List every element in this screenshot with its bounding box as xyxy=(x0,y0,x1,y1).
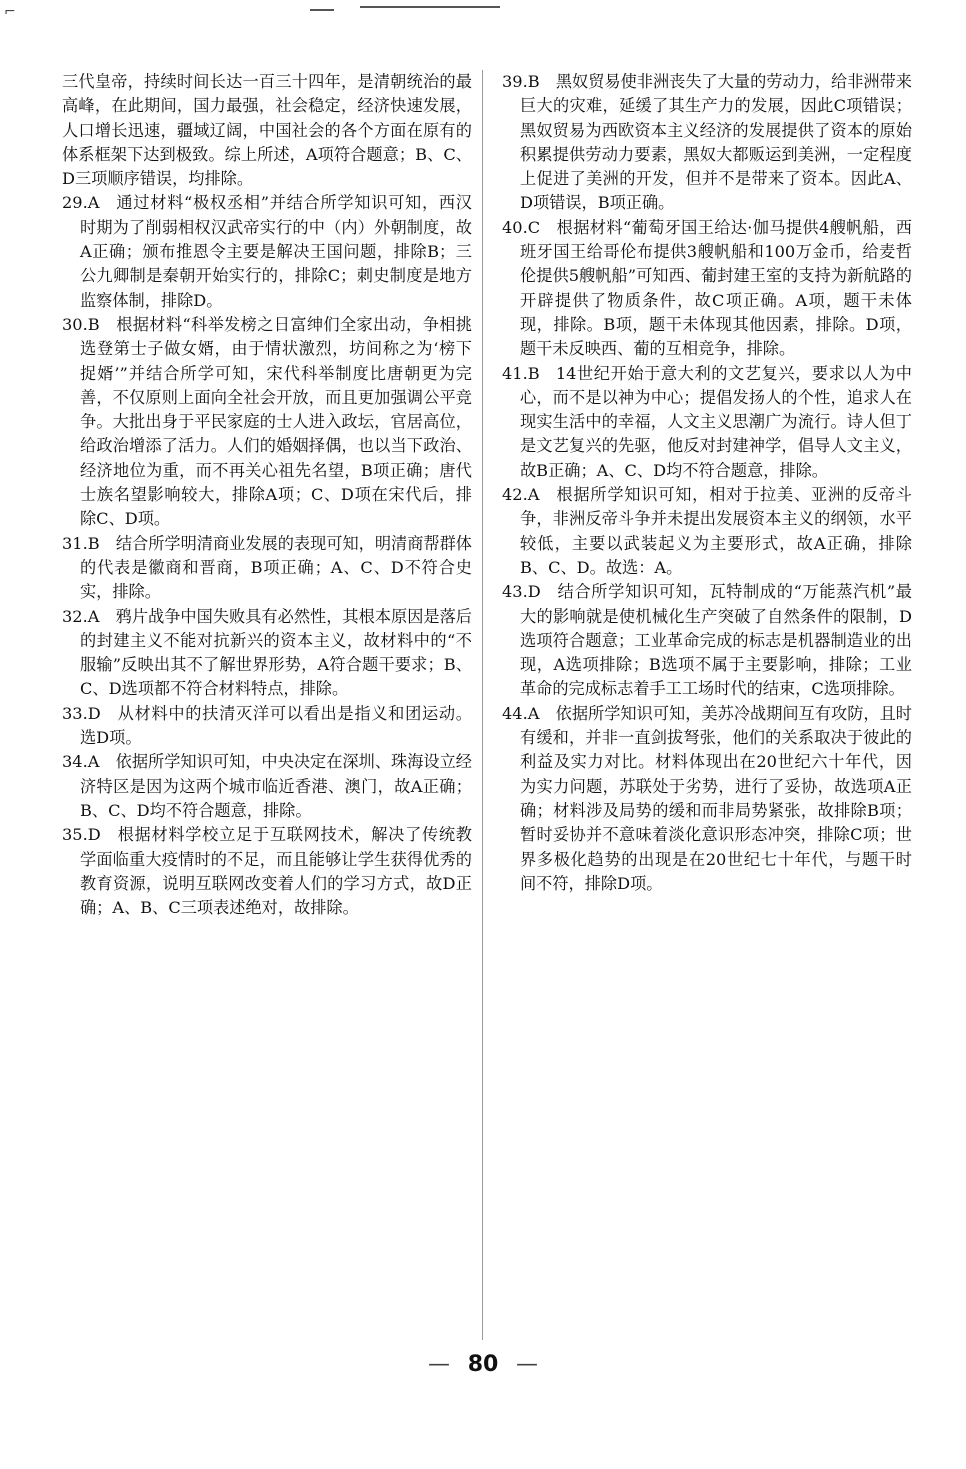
answer-entry xyxy=(62,605,472,702)
answer-text: 依据所学知识可知，中央决定在深圳、珠海设立经济特区是因为这两个城市临近香港、澳门，故A正确；B、C、D均不符合题意，排除。 xyxy=(80,752,472,820)
answer-number: 35.D xyxy=(62,825,101,845)
answer-text: 14世纪开始于意大利的文艺复兴，要求以人为中心，而不是以神为中心；提倡发扬人的个性，追求人在现实生活中的幸福，人文主义思潮广为流行。诗人但丁是文艺复兴的先驱，他反对封建神学，倡导人文主义，故B正确；A、C、D均不符合题意，排除。 xyxy=(520,363,912,480)
answer-text: 通过材料“极权丞相”并结合所学知识可知，西汉时期为了削弱相权汉武帝实行的中（内）外朝制度，故A正确；颁布推恩令主要是解决王国问题，排除B；三公九卿制是秦朝开始实行的，排除C；刺史制度是地方监察体制，排除D。 xyxy=(80,193,472,310)
answer-entry xyxy=(62,70,472,191)
answer-text: 根据材料“科举发榜之日富绅们全家出动，争相挑选登第士子做女婿，由于情状激烈，坊间称之为‘榜下捉婿’”并结合所学可知，宋代科举制度比唐朝更为完善，不仅原则上面向全社会开放，而且更加强调公平竞争。大批出身于平民家庭的士人进入政坛，官居高位，给政治增添了活力。人们的婚姻择偶，也以当下政治、经济地位为重，而不再关心祖先名望，B项正确；唐代士族名望影响较大，排除A项；C、D项在宋代后，排除C、D项。 xyxy=(80,314,472,529)
answer-text: 根据材料“葡萄牙国王给达·伽马提供4艘帆船，西班牙国王给哥伦布提供3艘帆船和100万金币，给麦哲伦提供5艘帆船”可知西、葡封建王室的支持为新航路的开辟提供了物质条件，故C项正确。A项，题干未体现，排除。B项，题干未体现其他因素，排除。D项，题干未反映西、葡的互相竞争，排除。 xyxy=(520,217,912,359)
answer-number: 33.D xyxy=(62,703,101,723)
answer-text: 三代皇帝，持续时间长达一百三十四年，是清朝统治的最高峰，在此期间，国力最强，社会稳定，经济快速发展，人口增长迅速，疆域辽阔，中国社会的各个方面在原有的体系框架下达到极致。综上所述，A项符合题意；B、C、D三项顺序错误，均排除。 xyxy=(62,72,472,189)
answer-text: 根据所学知识可知，相对于拉美、亚洲的反帝斗争，非洲反帝斗争并未提出发展资本主义的纲领，水平较低，主要以武装起义为主要形式，故A正确，排除B、C、D。故选：A。 xyxy=(520,485,912,577)
answer-number: 29.A xyxy=(62,193,100,213)
answer-text: 结合所学知识可知，瓦特制成的“万能蒸汽机”最大的影响就是使机械化生产突破了自然条件的限制，D选项符合题意；工业革命完成的标志是机器制造业的出现，A选项排除；B选项不属于主要影响，排除；工业革命的完成标志着手工工场时代的结束，C选项排除。 xyxy=(520,582,912,699)
answer-entry xyxy=(502,483,912,580)
answer-text: 结合所学明清商业发展的表现可知，明清商帮群体的代表是徽商和晋商，B项正确；A、C、D不符合史实，排除。 xyxy=(80,533,472,602)
page-footer xyxy=(0,1352,966,1377)
answer-entry xyxy=(62,702,472,751)
answer-number: 41.B xyxy=(502,363,540,383)
answer-text: 从材料中的扶清灭洋可以看出是指义和团运动。选D项。 xyxy=(80,703,472,748)
answer-number: 39.B xyxy=(502,72,540,91)
answer-number: 40.C xyxy=(502,217,541,237)
answer-entry xyxy=(502,70,912,216)
answer-entry xyxy=(62,313,472,532)
answer-number: 32.A xyxy=(62,606,100,626)
answer-number: 31.B xyxy=(62,533,100,553)
corner-mark: ⌐ xyxy=(4,4,16,20)
answer-number: 42.A xyxy=(502,485,540,505)
answer-text: 鸦片战争中国失败具有必然性，其根本原因是落后的封建主义不能对抗新兴的资本主义，故材料中的“不服输”反映出其不了解世界形势，A符合题干要求；B、C、D选项都不符合材料特点，排除。 xyxy=(80,606,472,699)
answer-entry xyxy=(502,580,912,701)
answer-number: 44.A xyxy=(502,703,540,723)
answer-entry xyxy=(62,532,472,605)
answer-number: 34.A xyxy=(62,752,100,772)
left-column xyxy=(62,70,472,920)
answer-entry xyxy=(62,750,472,823)
page-number: 80 xyxy=(467,1352,499,1377)
answer-text: 黑奴贸易使非洲丧失了大量的劳动力，给非洲带来巨大的灾难，延缓了其生产力的发展，因此C项错误；黑奴贸易为西欧资本主义经济的发展提供了资本的原始积累提供劳动力要素，黑奴大都贩运到美洲，一定程度上促进了美洲的开发，但并不是带来了资本。因此A、D项错误，B项正确。 xyxy=(520,72,912,213)
top-rule-short xyxy=(310,9,334,11)
answer-entry xyxy=(62,823,472,920)
answer-entry xyxy=(502,362,912,483)
answer-entry xyxy=(502,216,912,362)
column-divider xyxy=(482,70,483,1340)
answer-number: 43.D xyxy=(502,582,541,602)
right-column xyxy=(502,70,912,896)
top-rule xyxy=(360,6,500,8)
answer-entry xyxy=(62,191,472,312)
answer-entry xyxy=(502,702,912,896)
answer-text: 根据材料学校立足于互联网技术，解决了传统教学面临重大疫情时的不足，而且能够让学生获得优秀的教育资源，说明互联网改变着人们的学习方式，故D正确；A、B、C三项表述绝对，故排除。 xyxy=(80,825,472,918)
answer-number: 30.B xyxy=(62,314,100,334)
answer-text: 依据所学知识可知，美苏冷战期间互有攻防，且时有缓和，并非一直剑拔弩张，他们的关系取决于彼此的利益及实力对比。材料体现出在20世纪六十年代，因为实力问题，苏联处于劣势，进行了妥协，故选项A正确；材料涉及局势的缓和而非局势紧张，故排除B项；暂时妥协并不意味着淡化意识形态冲突，排除C项；世界多极化趋势的出现是在20世纪七十年代，与题干时间不符，排除D项。 xyxy=(520,703,912,893)
footer-dash-right: — xyxy=(515,1352,538,1377)
footer-dash-left: — xyxy=(428,1352,451,1377)
